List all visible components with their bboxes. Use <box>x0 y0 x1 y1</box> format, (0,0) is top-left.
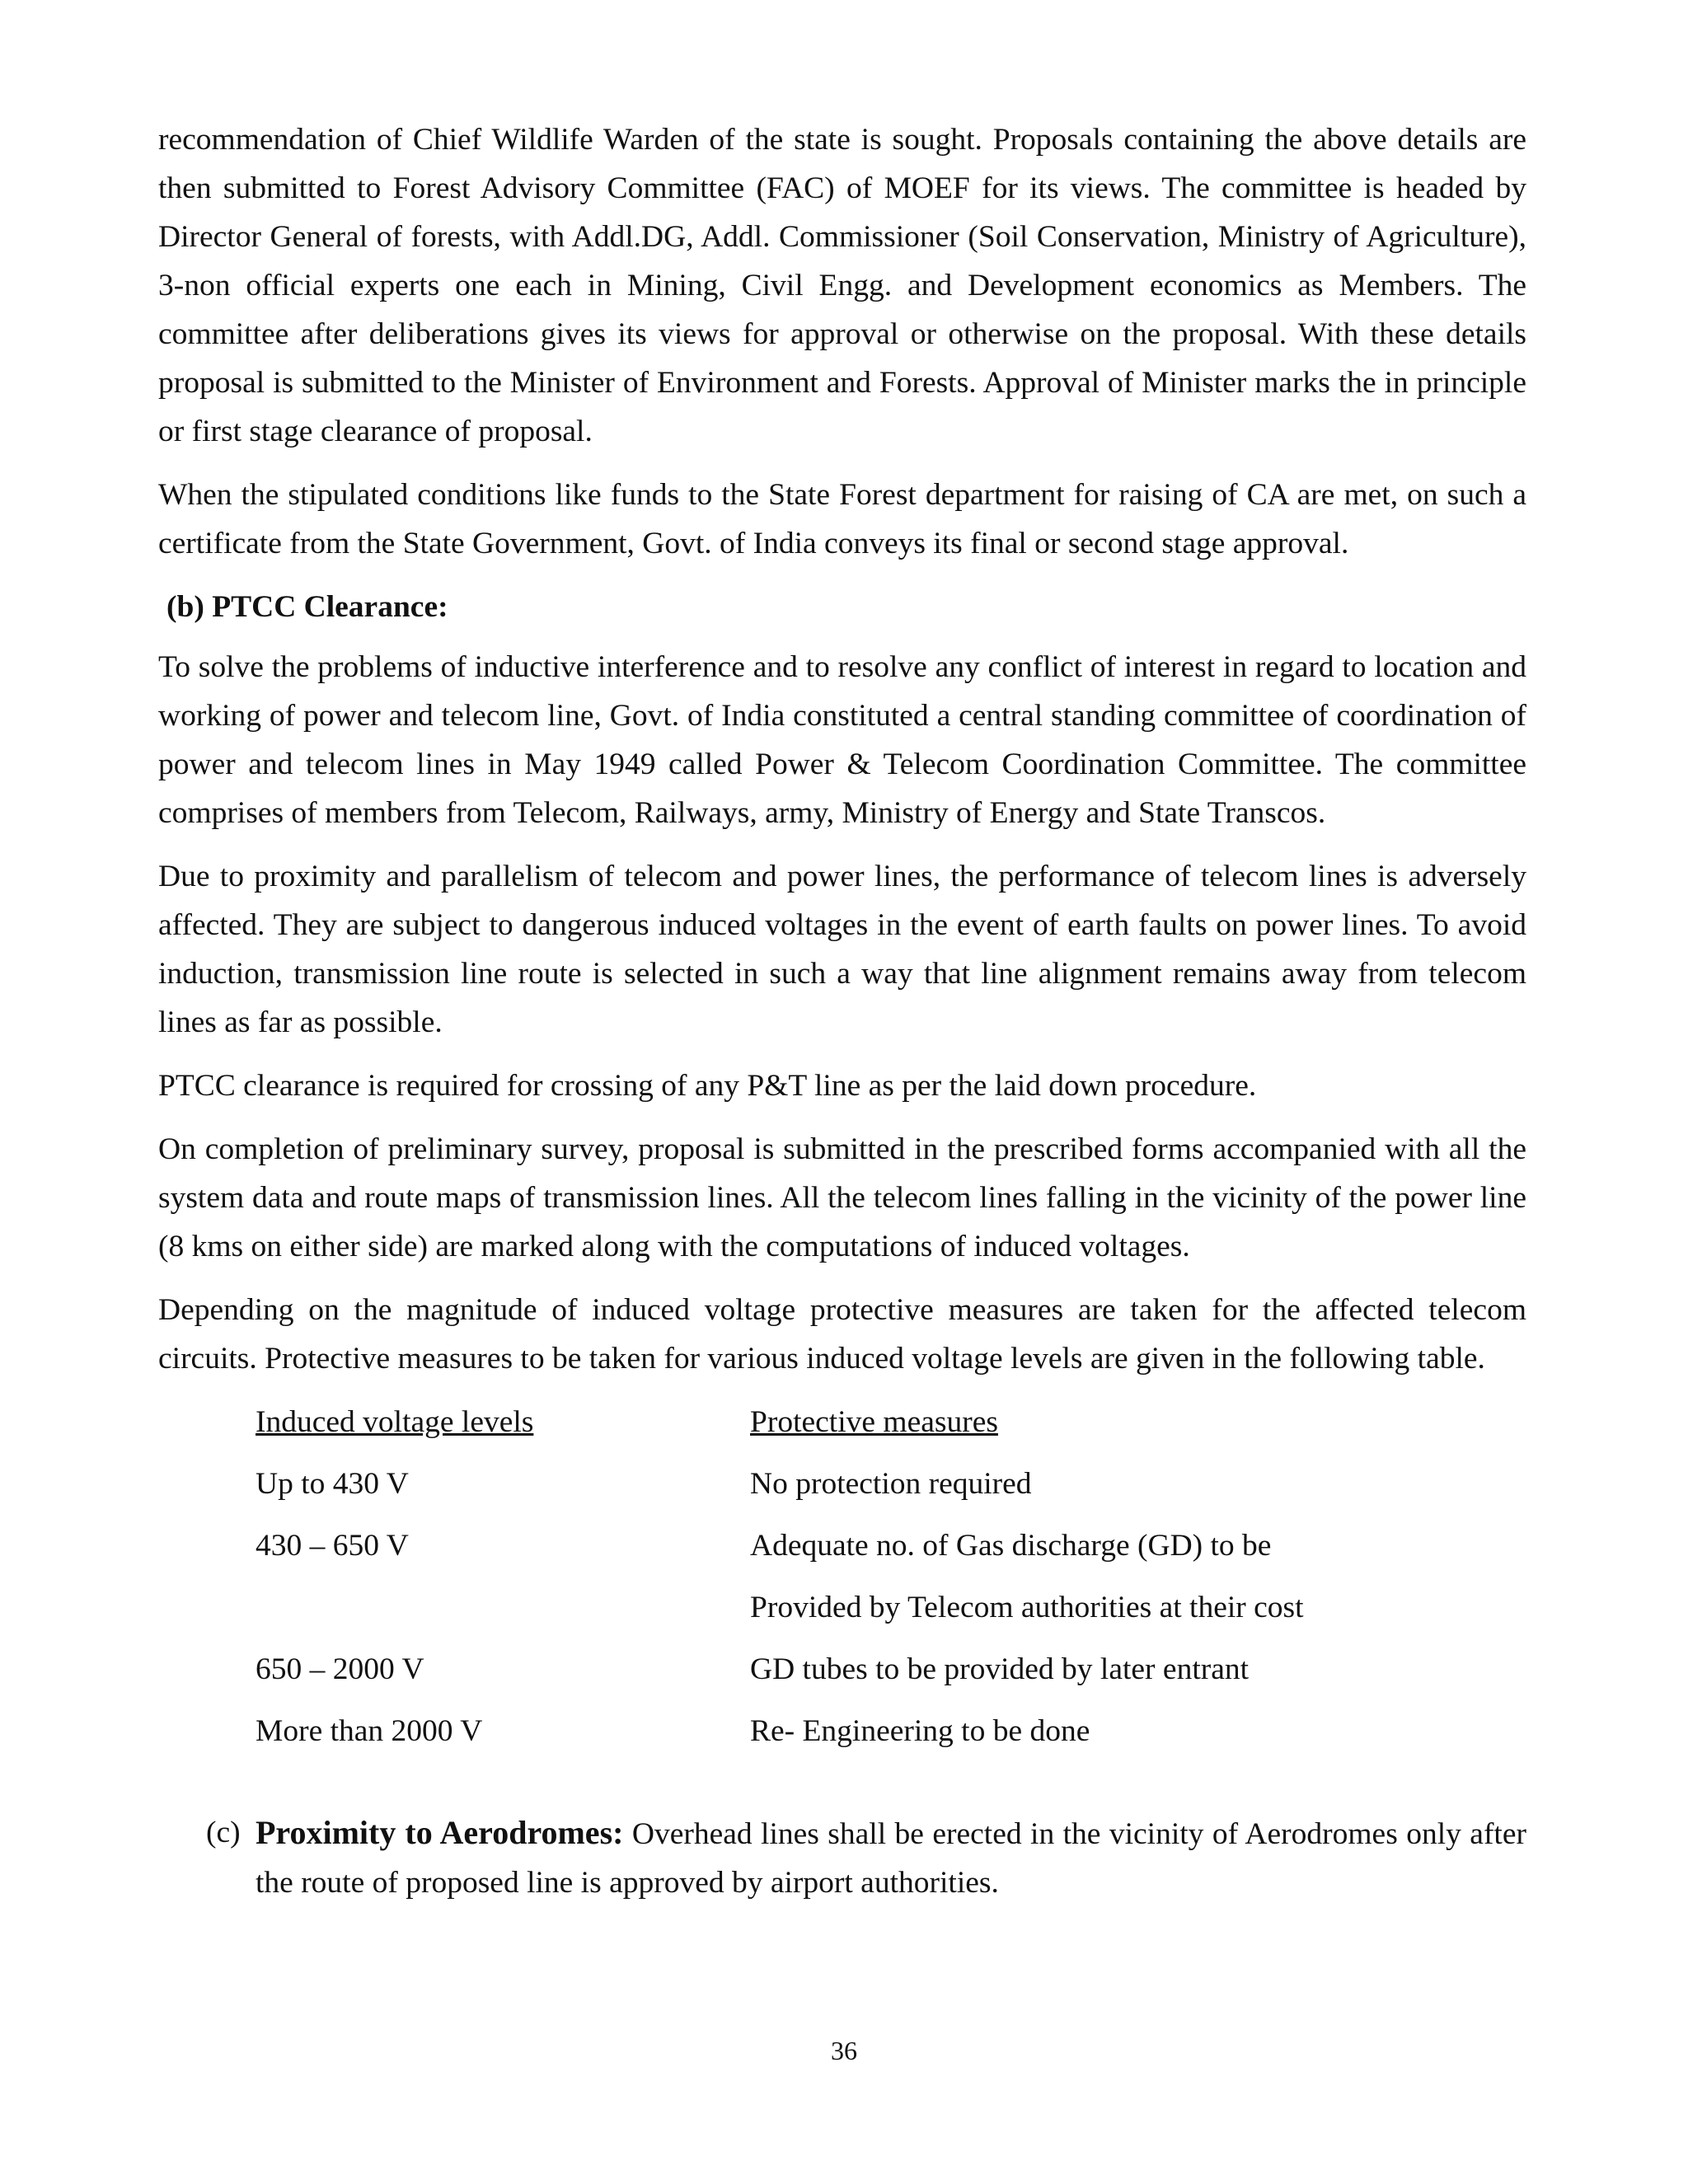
paragraph-ptcc-intro: To solve the problems of inductive interference and to resolve any conflict of interest in regard to location and working of power and telecom line, Govt. of India constituted a central standing committee of coordination of power and telecom lines in May 1949 called Power & Telecom Coordination Committee. The committee comprises of members from Telecom, Railways, army, Ministry of Energy and State Transcos. <box>158 650 1526 830</box>
table-cell-measure: No protection required <box>750 1467 1032 1501</box>
section-aerodromes-body <box>256 1808 1526 1907</box>
page-number: 36 <box>831 2036 857 2065</box>
section-aerodromes-text: Overhead lines shall be erected in the vicinity of Aerodromes only after the route of proposed line is approved by airport authorities. <box>256 1817 1526 1900</box>
table-cell-measure: GD tubes to be provided by later entrant <box>750 1652 1250 1686</box>
table-row <box>256 1460 1526 1521</box>
table-cell-voltage: More than 2000 V <box>256 1714 483 1748</box>
voltage-table <box>158 1398 1526 1769</box>
section-aerodromes-title: Proximity to Aerodromes: <box>256 1814 624 1851</box>
table-header-row <box>256 1398 1526 1460</box>
table-cell-measure: Re- Engineering to be done <box>750 1714 1090 1748</box>
heading-ptcc-clearance: (b) PTCC Clearance: <box>166 590 448 624</box>
table-cell-measure: Provided by Telecom authorities at their cost <box>750 1591 1304 1624</box>
table-row <box>256 1707 1526 1769</box>
table-row <box>256 1583 1526 1645</box>
table-cell-voltage: 430 – 650 V <box>256 1529 409 1563</box>
paragraph-preliminary-survey: On completion of preliminary survey, proposal is submitted in the prescribed forms accompanied with all the system data and route maps of transmission lines. All the telecom lines falling in the vicinity of the power line (8 kms on either side) are marked along with the computations of induced voltages. <box>158 1132 1526 1263</box>
table-header-voltage: Induced voltage levels <box>256 1405 534 1439</box>
document-body <box>158 115 1526 1907</box>
table-cell-voltage: Up to 430 V <box>256 1467 409 1501</box>
table-header-measures: Protective measures <box>750 1405 998 1439</box>
paragraph-protective-measures: Depending on the magnitude of induced voltage protective measures are taken for the affected telecom circuits. Protective measures to be taken for various induced voltage levels are given in the following table. <box>158 1293 1526 1376</box>
paragraph-ptcc-required: PTCC clearance is required for crossing of any P&T line as per the laid down procedure. <box>158 1069 1257 1103</box>
paragraph-proximity-parallelism: Due to proximity and parallelism of telecom and power lines, the performance of telecom lines is adversely affected. They are subject to dangerous induced voltages in the event of earth faults on power lines. To avoid induction, transmission line route is selected in such a way that line alignment remains away from telecom lines as far as possible. <box>158 860 1526 1039</box>
table-row <box>256 1521 1526 1583</box>
section-label: (c) <box>206 1816 241 1849</box>
table-cell-measure: Adequate no. of Gas discharge (GD) to be <box>750 1529 1272 1563</box>
paragraph-second-stage-approval: When the stipulated conditions like funds to the State Forest department for raising of CA are met, on such a certificate from the State Government, Govt. of India conveys its final or second stage approval. <box>158 478 1526 560</box>
paragraph-forest-clearance: recommendation of Chief Wildlife Warden of the state is sought. Proposals containing the above details are then submitted to Forest Advisory Committee (FAC) of MOEF for its views. The committee is headed by Director General of forests, with Addl.DG, Addl. Commissioner (Soil Conservation, Ministry of Agriculture), 3-non official experts one each in Mining, Civil Engg. and Development economics as Members. The committee after deliberations gives its views for approval or otherwise on the proposal. With these details proposal is submitted to the Minister of Environment and Forests. Approval of Minister marks the in principle or first stage clearance of proposal. <box>158 123 1526 448</box>
table-cell-voltage: 650 – 2000 V <box>256 1652 424 1686</box>
table-row <box>256 1645 1526 1707</box>
section-aerodromes <box>158 1808 1526 1907</box>
